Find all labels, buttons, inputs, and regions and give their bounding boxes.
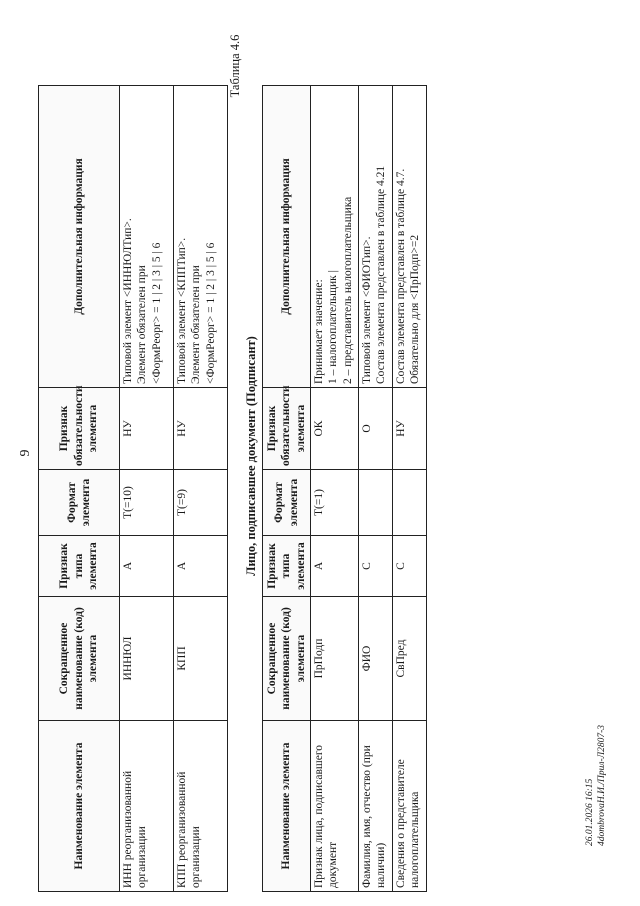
cell-code: ПрПодп xyxy=(311,597,359,721)
header-extra-info: Дополнительная информация xyxy=(263,86,311,388)
cell-required: ОК xyxy=(311,388,359,470)
cell-code: КПП xyxy=(174,597,228,721)
cell-format: T(=10) xyxy=(120,470,174,536)
info-line: Типовой элемент <ИННЮЛТип>. xyxy=(122,218,134,384)
cell-info xyxy=(359,86,393,388)
print-stamp xyxy=(585,646,609,846)
info-line: Состав элемента представлен в таблице 4.21 xyxy=(375,165,388,384)
cell-info xyxy=(174,86,228,388)
header-element-code: Сокращенное наименование (код) элемента xyxy=(263,597,311,721)
info-line: 1 – налогоплательщик | xyxy=(327,270,340,384)
header-element-code: Сокращенное наименование (код) элемента xyxy=(39,597,120,721)
cell-format xyxy=(359,470,393,536)
cell-code: ИННЮЛ xyxy=(120,597,174,721)
table-number: Таблица 4.6 xyxy=(228,34,242,98)
table-caption: Лицо, подписавшее документ (Подписант) xyxy=(244,336,258,576)
table-header-row xyxy=(39,86,120,892)
cell-name: Признак лица, подписавшего документ xyxy=(311,721,359,892)
info-line: Принимает значение: xyxy=(313,279,325,384)
cell-format xyxy=(393,470,427,536)
info-line: Типовой элемент <ФИОТип>. xyxy=(361,236,373,384)
table-row xyxy=(174,86,228,892)
cell-name: КПП реорганизованной организации xyxy=(174,721,228,892)
cell-type: С xyxy=(359,536,393,597)
header-element-name: Наименование элемента xyxy=(39,721,120,892)
cell-info xyxy=(120,86,174,388)
info-line: Элемент обязателен при xyxy=(190,265,203,384)
cell-info xyxy=(393,86,427,388)
cell-code: СвПред xyxy=(393,597,427,721)
cell-type: А xyxy=(174,536,228,597)
cell-type: А xyxy=(311,536,359,597)
header-element-type: Признак типа элемента xyxy=(263,536,311,597)
info-line: <ФормРеорг> = 1 | 2 | 3 | 5 | 6 xyxy=(204,242,217,384)
page-number: 9 xyxy=(18,449,33,457)
info-line: Элемент обязателен при xyxy=(136,265,149,384)
signer-table xyxy=(262,85,427,892)
cell-format: T(=1) xyxy=(311,470,359,536)
header-element-type: Признак типа элемента xyxy=(39,536,120,597)
elements-table-continued xyxy=(38,85,228,892)
stamp-reference: 4dombrovaН.И./Прил-Л2807-3 xyxy=(596,724,607,846)
table-header-row xyxy=(263,86,311,892)
table-row xyxy=(359,86,393,892)
header-element-format: Формат элемента xyxy=(263,470,311,536)
table-row xyxy=(311,86,359,892)
cell-required: НУ xyxy=(174,388,228,470)
table-row xyxy=(393,86,427,892)
header-element-required: Признак обязательности элемента xyxy=(39,388,120,470)
cell-type: А xyxy=(120,536,174,597)
cell-name: Фамилия, имя, отчество (при наличии) xyxy=(359,721,393,892)
cell-info xyxy=(311,86,359,388)
cell-required: О xyxy=(359,388,393,470)
cell-code: ФИО xyxy=(359,597,393,721)
table-row xyxy=(120,86,174,892)
cell-format: T(=9) xyxy=(174,470,228,536)
info-line: Типовой элемент <КППТип>. xyxy=(176,237,188,384)
header-extra-info: Дополнительная информация xyxy=(39,86,120,388)
info-line: Состав элемента представлен в таблице 4.7. xyxy=(395,168,407,384)
header-element-name: Наименование элемента xyxy=(263,721,311,892)
header-element-format: Формат элемента xyxy=(39,470,120,536)
info-line: <ФормРеорг> = 1 | 2 | 3 | 5 | 6 xyxy=(150,242,163,384)
stamp-datetime: 26.01.2026 16:15 xyxy=(585,778,595,846)
info-line: Обязательно для <ПрПодп>=2 xyxy=(409,234,422,384)
cell-name: Сведения о представителе налогоплательщика xyxy=(393,721,427,892)
header-element-required: Признак обязательности элемента xyxy=(263,388,311,470)
cell-type: С xyxy=(393,536,427,597)
cell-required: НУ xyxy=(120,388,174,470)
info-line: 2 – представитель налогоплательщика xyxy=(341,196,354,384)
cell-name: ИНН реорганизованной организации xyxy=(120,721,174,892)
cell-required: НУ xyxy=(393,388,427,470)
